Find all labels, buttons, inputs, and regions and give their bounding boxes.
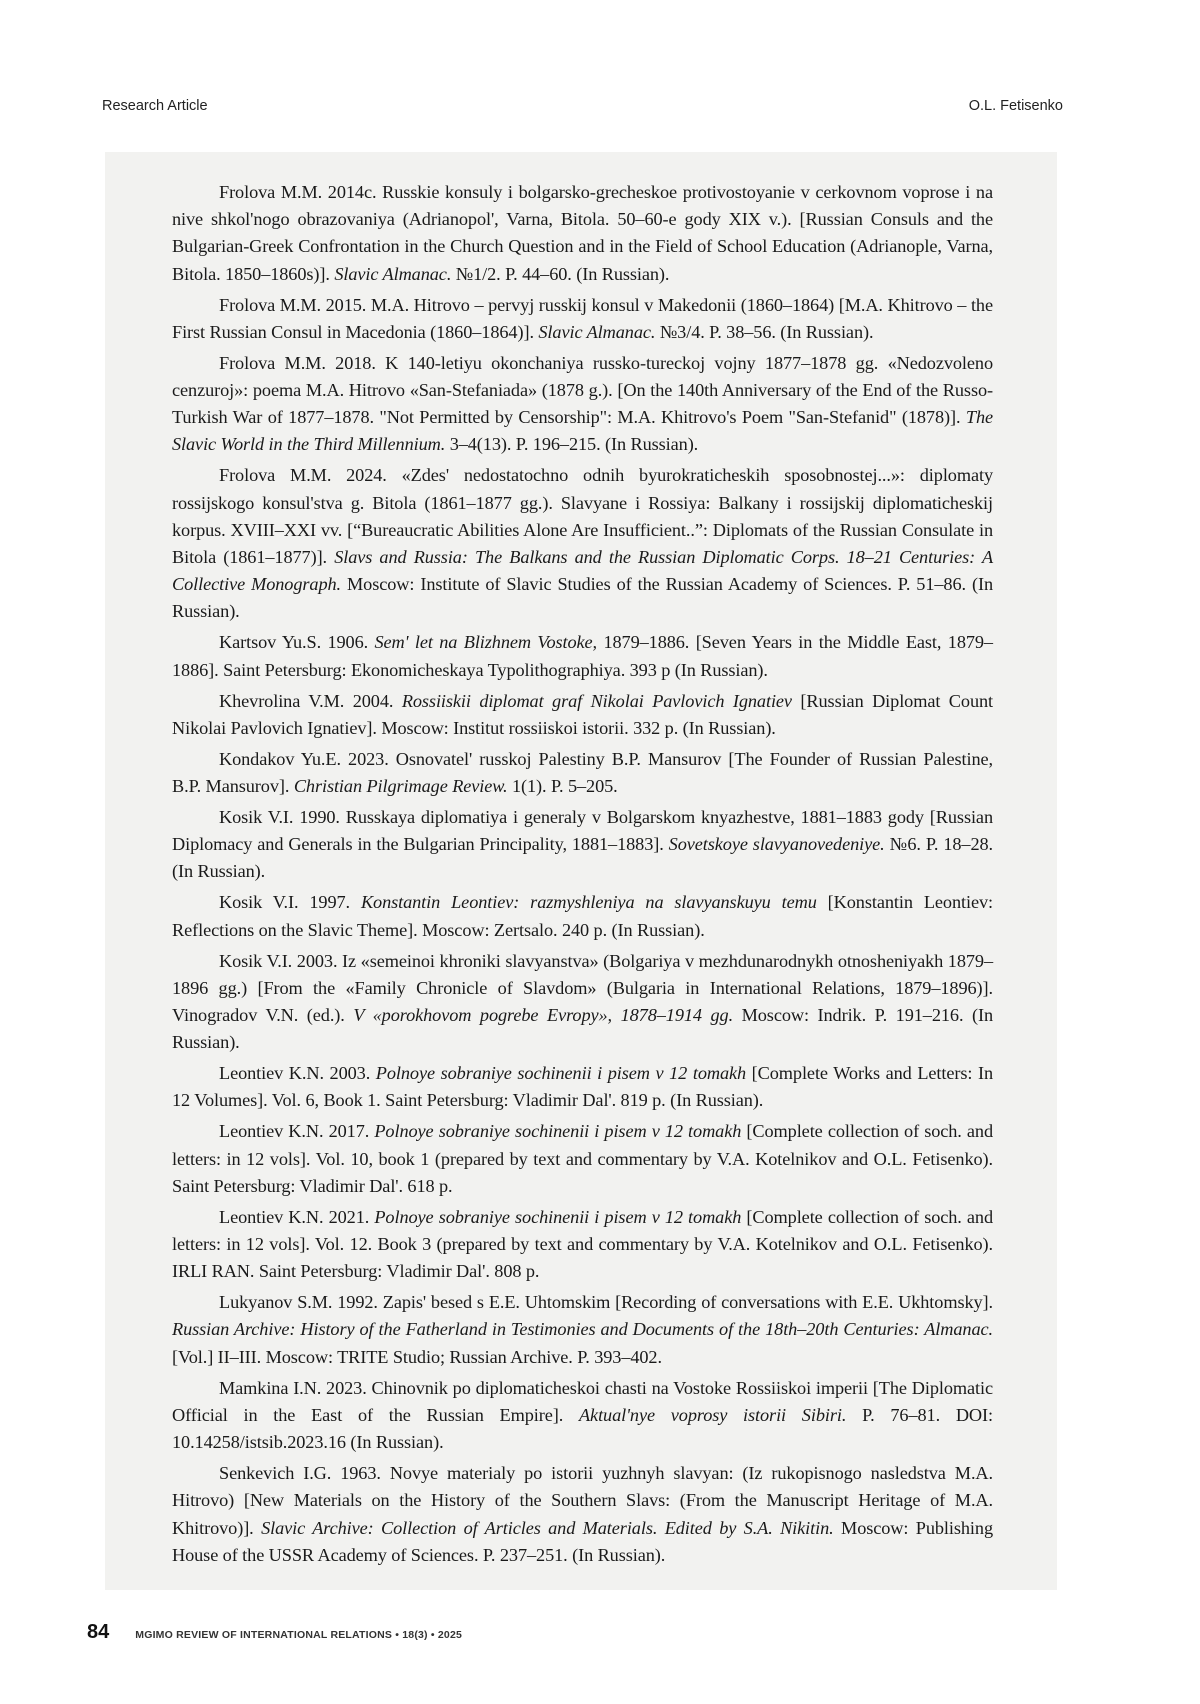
reference-entry: Frolova M.M. 2024. «Zdes' nedostatochno odnih byurokraticheskih sposobnostej...»: diplomaty rossijskogo konsul'stva g. Bitola (1861–1877 gg.). Slavyane i Rossiya: Balkany i rossijskij diplomaticheskij korpus. XVIII–XXI vv. [“Bureaucratic Abilities Alone Are Insufficient..”: Diplomats of the Russian Consulate in Bitola (1861–1877)]. Slavs and Russia: The Balkans and the Russian Diplomatic Corps. 18–21 Centuries: A Collective Monograph. Moscow: Institute of Slavic Studies of the Russian Academy of Sciences. P. 51–86. (In Russian). — [172, 465, 994, 622]
page-footer — [87, 1621, 462, 1644]
reference-entry: Frolova M.M. 2018. K 140-letiyu okonchaniya russko-tureckoj vojny 1877–1878 gg. «Nedozvoleno cenzuroj»: poema M.A. Hitrovo «San-Stefaniada» (1878 g.). [On the 140th Anniversary of the End of the Russo-Turkish War of 1877–1878. "Not Permitted by Censorship": M.A. Khitrovo's Poem "San-Stefanid" (1878)]. The Slavic World in the Third Millennium. 3–4(13). P. 196–215. (In Russian). — [172, 352, 993, 455]
reference-entry: Senkevich I.G. 1963. Novye materialy po istorii yuzhnyh slavyan: (Iz rukopisnogo nasledstva M.A. Hitrovo) [New Materials on the History of the Southern Slavs: (From the Manuscript Heritage of M.A. Khitrovo)]. Slavic Archive: Collection of Articles and Materials. Edited by S.A. Nikitin. Moscow: Publishing House of the USSR Academy of Sciences. P. 237–251. (In Russian). — [172, 1463, 993, 1565]
journal-title: MGIMO REVIEW OF INTERNATIONAL RELATIONS • 18(3) • 2025 — [135, 1629, 463, 1641]
reference-entry: Kondakov Yu.E. 2023. Osnovatel' russkoj Palestiny B.P. Mansurov [The Founder of Russian Palestine, B.P. Mansurov]. Christian Pilgrimage Review. 1(1). P. 5–205. — [172, 748, 993, 797]
reference-entry: Kosik V.I. 1990. Russkaya diplomatiya i generaly v Bolgarskom knyazhestve, 1881–1883 gody [Russian Diplomacy and Generals in the Bulgarian Principality, 1881–1883]. Sovetskoye slavyanovedeniye. №6. P. 18–28. (In Russian). — [172, 807, 993, 882]
reference-entry: Leontiev K.N. 2017. Polnoye sobraniye sochinenii i pisem v 12 tomakh [Complete collection of soch. and letters: in 12 vols]. Vol. 10, book 1 (prepared by text and commentary by V.A. Kotelnikov and O.L. Fetisenko). Saint Petersburg: Vladimir Dal'. 618 p. — [172, 1121, 993, 1196]
reference-entry: Kosik V.I. 2003. Iz «semeinoi khroniki slavyanstva» (Bolgariya v mezhdunarodnykh otnosheniyakh 1879–1896 gg.) [From the «Family Chronicle of Slavdom» (Bulgaria in International Relations, 1879–1896)]. Vinogradov V.N. (ed.). V «porokhovom pogrebe Evropy», 1878–1914 gg. Moscow: Indrik. P. 191–216. (In Russian). — [172, 950, 994, 1053]
references-panel — [105, 152, 1057, 1590]
reference-entry: Frolova M.M. 2014c. Russkie konsuly i bolgarsko-grecheskoe protivostoyanie v cerkovnom voprose i na nive shkol'nogo obrazovaniya (Adrianopol', Varna, Bitola. 50–60-e gody XIX v.). [Russian Consuls and the Bulgarian-Greek Confrontation in the Church Question and in the Field of School Education (Adrianople, Varna, Bitola. 1850–1860s)]. Slavic Almanac. №1/2. P. 44–60. (In Russian). — [172, 182, 993, 284]
running-header — [102, 98, 1063, 114]
reference-entry: Leontiev K.N. 2003. Polnoye sobraniye sochinenii i pisem v 12 tomakh [Complete Works and Letters: In 12 Volumes]. Vol. 6, Book 1. Saint Petersburg: Vladimir Dal'. 819 p. (In Russian). — [172, 1063, 993, 1111]
article-type-label: Research Article — [102, 98, 208, 114]
reference-entry: Khevrolina V.M. 2004. Rossiiskii diplomat graf Nikolai Pavlovich Ignatiev [Russian Diplomat Count Nikolai Pavlovich Ignatiev]. Moscow: Institut rossiiskoi istorii. 332 p. (In Russian). — [172, 690, 994, 738]
page-number: 84 — [87, 1621, 110, 1643]
author-name: O.L. Fetisenko — [968, 98, 1063, 114]
reference-entry: Leontiev K.N. 2021. Polnoye sobraniye sochinenii i pisem v 12 tomakh [Complete collection of soch. and letters: in 12 vols]. Vol. 12. Book 3 (prepared by text and commentary by V.A. Kotelnikov and O.L. Fetisenko). IRLI RAN. Saint Petersburg: Vladimir Dal'. 808 p. — [172, 1206, 993, 1282]
reference-entry: Kartsov Yu.S. 1906. Sem' let na Blizhnem Vostoke, 1879–1886. [Seven Years in the Middle East, 1879–1886]. Saint Petersburg: Ekonomicheskaya Typolithographiya. 393 p (In Russian). — [172, 632, 993, 680]
reference-entry: Lukyanov S.M. 1992. Zapis' besed s E.E. Uhtomskim [Recording of conversations with E.E. Ukhtomsky]. Russian Archive: History of the Fatherland in Testimonies and Documents of the 18th–20th Centuries: Almanac. [Vol.] II–III. Moscow: TRITE Studio; Russian Archive. P. 393–402. — [172, 1292, 993, 1367]
reference-entry: Frolova M.M. 2015. M.A. Hitrovo – pervyj russkij konsul v Makedonii (1860–1864) [M.A. Khitrovo – the First Russian Consul in Macedonia (1860–1864)]. Slavic Almanac. №3/4. P. 38–56. (In Russian). — [172, 294, 993, 342]
reference-entry: Kosik V.I. 1997. Konstantin Leontiev: razmyshleniya na slavyanskuyu temu [Konstantin Leontiev: Reflections on the Slavic Theme]. Moscow: Zertsalo. 240 p. (In Russian). — [172, 892, 993, 940]
reference-entry: Mamkina I.N. 2023. Chinovnik po diplomaticheskoi chasti na Vostoke Rossiiskoi imperii [The Diplomatic Official in the East of the Russian Empire]. Aktual'nye voprosy istorii Sibiri. P. 76–81. DOI: 10.14258/istsib.2023.16 (In Russian). — [172, 1377, 993, 1453]
